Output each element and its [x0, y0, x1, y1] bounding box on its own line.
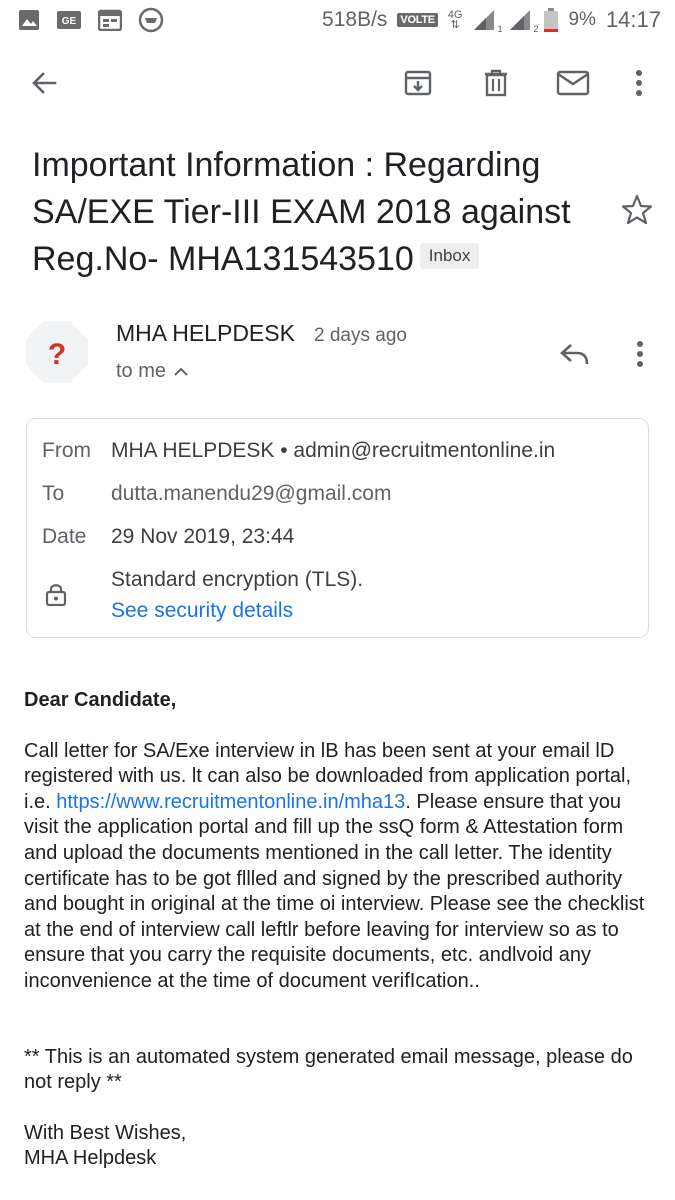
body-text-part2: . Please ensure that you visit the application portal and fill up the ssQ form & Attestation form and upload the documents mentioned in the call letter. The identity certificate has to be got fllled and signed by the prescribed authority and bought in original at the time oi interview. Please see the checklist at the end of interview call leftlr before leaving for interview so as to ensure that you carry the requisite documents, etc. andlvoid any inconvenience at the time of document verifIcation.. — [24, 790, 645, 992]
application-portal-link[interactable]: https://www.recruitmentonline.in/mha13 — [56, 790, 406, 813]
delete-icon — [482, 68, 510, 98]
status-clock: 14:17 — [605, 7, 661, 32]
more-vert-icon — [636, 340, 644, 368]
body-text-part1: Call letter for SA/Exe interview in lB has been sent at your email lD registered with us. lt can also be downloaded from application portal, i.e. — [24, 739, 632, 813]
email-subject-text: Important Information : Regarding SA/EXE Tier-III EXAM 2018 against Reg.No- MHA131543510 — [32, 146, 571, 278]
battery-icon — [544, 8, 558, 32]
svg-text:GE: GE — [61, 16, 77, 27]
reply-button[interactable] — [550, 330, 598, 378]
sim2-label: 2 — [533, 24, 539, 34]
email-body — [24, 688, 660, 1172]
ge-app-icon — [56, 9, 82, 31]
star-button[interactable] — [620, 193, 654, 227]
calendar-icon — [98, 9, 122, 31]
volte-badge: VOLTE — [397, 13, 437, 27]
security-details-link[interactable]: See security details — [111, 599, 294, 622]
delete-button[interactable] — [468, 55, 524, 111]
sim1-label: 1 — [497, 24, 503, 34]
network-type-label: 4G — [447, 9, 463, 21]
inbox-label-chip[interactable]: Inbox — [420, 243, 480, 269]
avatar[interactable] — [25, 320, 89, 384]
recipient-toggle[interactable] — [116, 360, 188, 383]
archive-button[interactable] — [390, 55, 446, 111]
sender-name: MHA HELPDESK — [116, 320, 295, 346]
more-vert-icon — [635, 69, 643, 97]
archive-icon — [403, 68, 433, 98]
date-value: 29 Nov 2019, 23:44 — [111, 525, 295, 548]
message-more-button[interactable] — [616, 330, 664, 378]
signature: MHA Helpdesk — [24, 1147, 157, 1170]
back-button[interactable] — [16, 55, 72, 111]
to-value: dutta.manendu29@gmail.com — [111, 482, 392, 505]
message-details-card — [26, 418, 649, 638]
date-label: Date — [42, 525, 87, 548]
back-arrow-icon — [30, 69, 58, 97]
from-value: MHA HELPDESK • admin@recruitmentonline.in — [111, 439, 556, 462]
automated-note: ** This is an automated system generated email message, please do not reply ** — [24, 1045, 633, 1094]
star-icon — [620, 193, 654, 227]
encryption-status: Standard encryption (TLS). — [111, 568, 364, 591]
signal-icon — [508, 8, 539, 34]
gallery-icon — [18, 9, 40, 31]
network-speed: 518B/s — [322, 8, 388, 31]
greeting: Dear Candidate, — [24, 689, 177, 711]
svg-text:?: ? — [47, 338, 67, 371]
mail-icon — [556, 70, 590, 96]
more-options-button[interactable] — [611, 55, 667, 111]
signal-icon — [472, 8, 503, 34]
reply-icon — [559, 342, 589, 366]
chevron-up-icon — [174, 367, 188, 377]
sender-time: 2 days ago — [314, 325, 407, 346]
mail-button[interactable] — [545, 55, 601, 111]
email-toolbar — [0, 55, 675, 111]
to-label: To — [42, 482, 65, 505]
network-type: 4G ⇅ — [447, 9, 463, 31]
lock-icon — [45, 582, 67, 606]
email-subject — [32, 142, 602, 283]
app-notification-icon — [138, 7, 164, 33]
from-label: From — [42, 439, 91, 462]
closing: With Best Wishes, — [24, 1121, 187, 1144]
battery-percent: 9% — [568, 9, 596, 30]
body-paragraph — [24, 739, 660, 995]
status-bar — [0, 0, 675, 40]
recipient-summary: to me — [116, 360, 167, 382]
